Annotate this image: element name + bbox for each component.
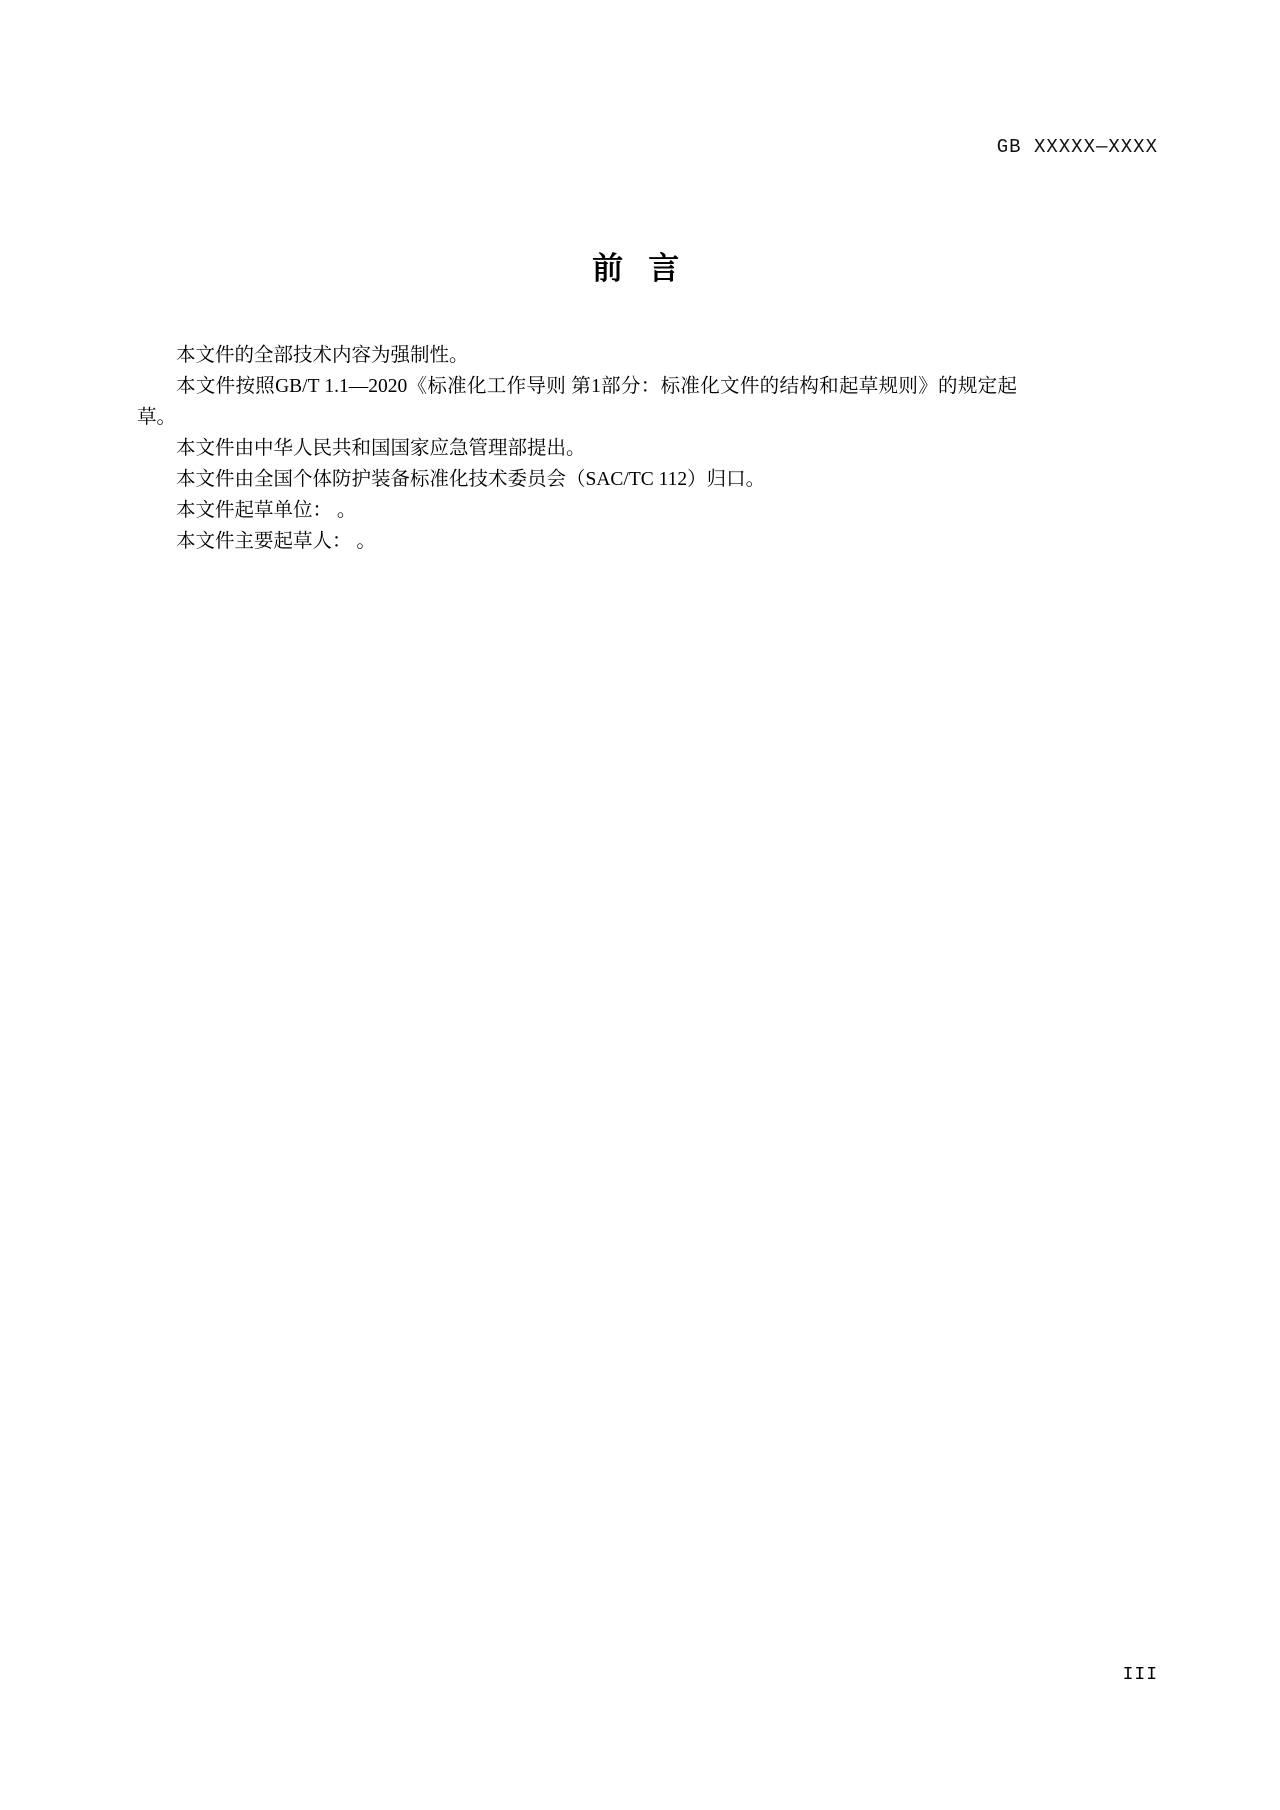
- foreword-paragraph: 本文件按照GB/T 1.1—2020《标准化工作导则 第1部分：标准化文件的结构和起草规则》的规定起草。: [137, 376, 1017, 428]
- standard-code-header: GB XXXXX—XXXX: [996, 136, 1158, 158]
- page-title: 前 言: [592, 251, 688, 286]
- foreword-paragraph: 本文件的全部技术内容为强制性。: [176, 345, 469, 366]
- foreword-paragraph-drafting-units: 本文件起草单位： 。: [176, 500, 357, 521]
- foreword-body: [137, 340, 1017, 557]
- foreword-paragraph-drafters: 本文件主要起草人： 。: [176, 531, 376, 552]
- page-number: III: [1122, 1665, 1158, 1685]
- foreword-paragraph: 本文件由中华人民共和国国家应急管理部提出。: [176, 438, 586, 459]
- foreword-paragraph: 本文件由全国个体防护装备标准化技术委员会（SAC/TC 112）归口。: [176, 469, 766, 490]
